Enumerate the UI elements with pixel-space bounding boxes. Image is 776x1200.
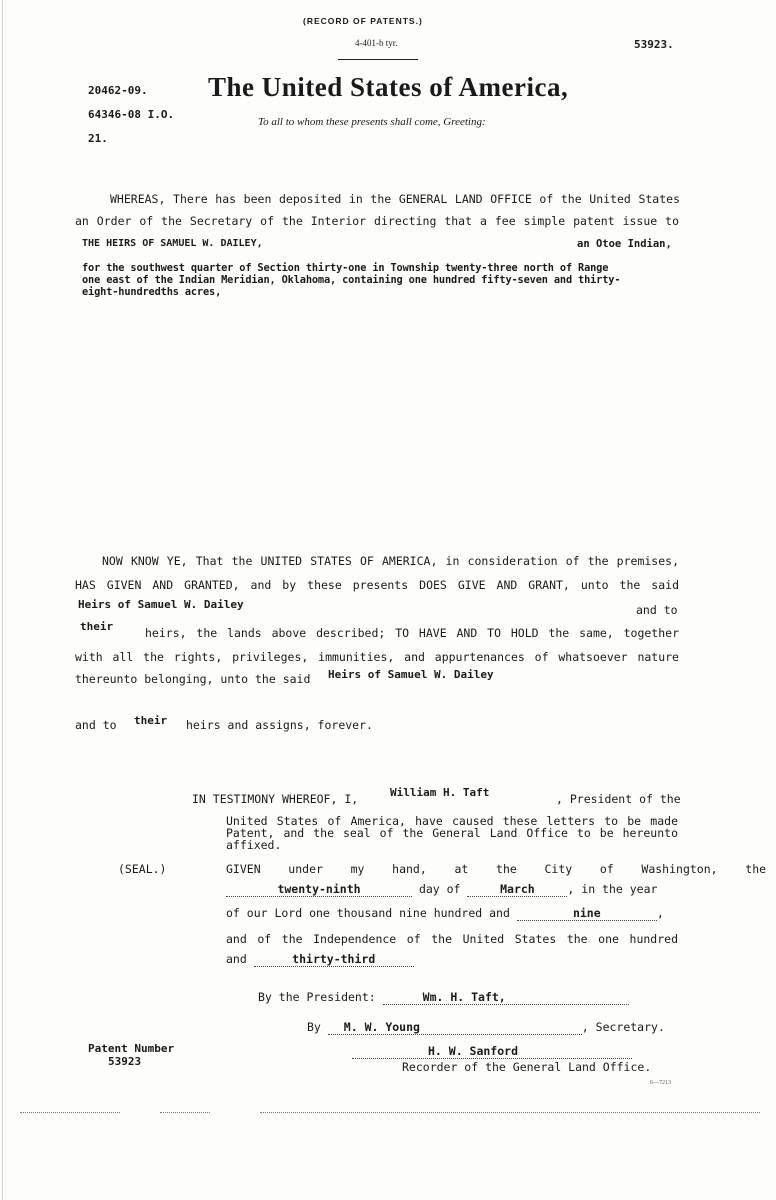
form-number: 4-401-b tyr. [355, 38, 398, 48]
president-suffix: , President of the [556, 792, 681, 806]
recorder-label: Recorder of the General Land Office. [402, 1060, 652, 1074]
testimony-line-4: affixed. [226, 838, 282, 852]
footer-rule-right [260, 1112, 760, 1113]
grantee-name: THE HEIRS OF SAMUEL W. DAILEY, [82, 238, 263, 249]
document-title: The United States of America, [208, 72, 569, 102]
independence-value-line [226, 952, 414, 967]
by-president-line [258, 990, 629, 1005]
grantee-name-2: Heirs of Samuel W. Dailey [78, 598, 244, 611]
grantee-name-3: Heirs of Samuel W. Dailey [328, 668, 494, 681]
given-line: GIVEN under my hand, at the City of Washington, the [226, 862, 767, 876]
greeting: To all to whom these presents shall come, Greeting: [258, 116, 486, 128]
seal-label: (SEAL.) [118, 862, 167, 876]
by-label: By [307, 1020, 321, 1034]
grant-line-5: with all the rights, privileges, immunities, and appurtenances of whatsoever nature [75, 650, 679, 664]
year-label: , in the year [567, 882, 658, 896]
grant-line-2: HAS GIVEN AND GRANTED, and by these presents DOES GIVE AND GRANT, unto the said [75, 578, 679, 592]
tribe-name: an Otoe Indian, [577, 238, 672, 250]
footer-rule-mid [160, 1112, 210, 1113]
date-line [226, 882, 678, 897]
page-edge [2, 0, 3, 1200]
file-number-1: 20462-09. [88, 84, 148, 97]
recorder-signature-line [352, 1044, 632, 1059]
testimony-prefix: IN TESTIMONY WHEREOF, I, [192, 792, 359, 806]
whereas-line-1: WHEREAS, There has been deposited in the GENERAL LAND OFFICE of the United States [110, 192, 680, 206]
secretary-label: , Secretary. [581, 1020, 665, 1034]
lord-prefix: of our Lord one thousand nine hundred and [226, 906, 510, 920]
footer-rule-left [20, 1112, 120, 1113]
secretary-signature: M. W. Young [328, 1020, 582, 1035]
form-code: 6—7213 [650, 1080, 671, 1086]
their-2: their [134, 714, 168, 727]
by-president-label: By the President: [258, 990, 376, 1004]
secretary-line [307, 1020, 665, 1035]
file-number-3: 21. [88, 132, 108, 145]
president-name: William H. Taft [390, 786, 490, 799]
their-1: their [80, 620, 114, 633]
patent-number-value: 53923 [108, 1055, 142, 1068]
grant-line-6: thereunto belonging, unto the said [75, 672, 311, 686]
testimony-line-3: Patent, and the seal of the General Land Office to be hereunto [226, 826, 678, 840]
patent-number-top: 53923. [634, 38, 674, 51]
header-rule [338, 59, 418, 60]
and-to-label: and to [636, 603, 678, 617]
recorder-signature: H. W. Sanford [352, 1044, 632, 1059]
day-field: twenty-ninth [226, 882, 412, 897]
whereas-line-2: an Order of the Secretary of the Interior directing that a fee simple patent issue to [75, 214, 679, 228]
land-description-2: one east of the Indian Meridian, Oklahoma, containing one hundred fifty-seven and thirty- [82, 274, 621, 286]
year-field: nine [517, 906, 657, 921]
grant-line-4: heirs, the lands above described; TO HAVE AND TO HOLD the same, together [145, 626, 679, 640]
day-label: day of [418, 882, 461, 896]
patent-number-label: Patent Number [88, 1042, 175, 1055]
independence-field: thirty-third [254, 952, 414, 967]
testimony-line-2: United States of America, have caused these letters to be made [226, 814, 678, 828]
independence-line: and of the Independence of the United States the one hundred [226, 932, 678, 946]
and-to-label-2: and to [75, 718, 117, 732]
grant-line-1: NOW KNOW YE, That the UNITED STATES OF AMERICA, in consideration of the premises, [102, 554, 679, 568]
record-label: (RECORD OF PATENTS.) [303, 16, 423, 26]
grant-line-7: heirs and assigns, forever. [186, 718, 373, 732]
president-signature: Wm. H. Taft, [383, 990, 629, 1005]
land-description-1: for the southwest quarter of Section thirty-one in Township twenty-three north of Range [82, 262, 609, 274]
month-field: March [467, 882, 567, 897]
lord-line: of our Lord one thousand nine hundred and nine , [226, 906, 664, 920]
file-number-2: 64346-08 I.O. [88, 108, 175, 121]
land-description-3: eight-hundredths acres, [82, 286, 222, 298]
and-label: and [226, 952, 247, 966]
